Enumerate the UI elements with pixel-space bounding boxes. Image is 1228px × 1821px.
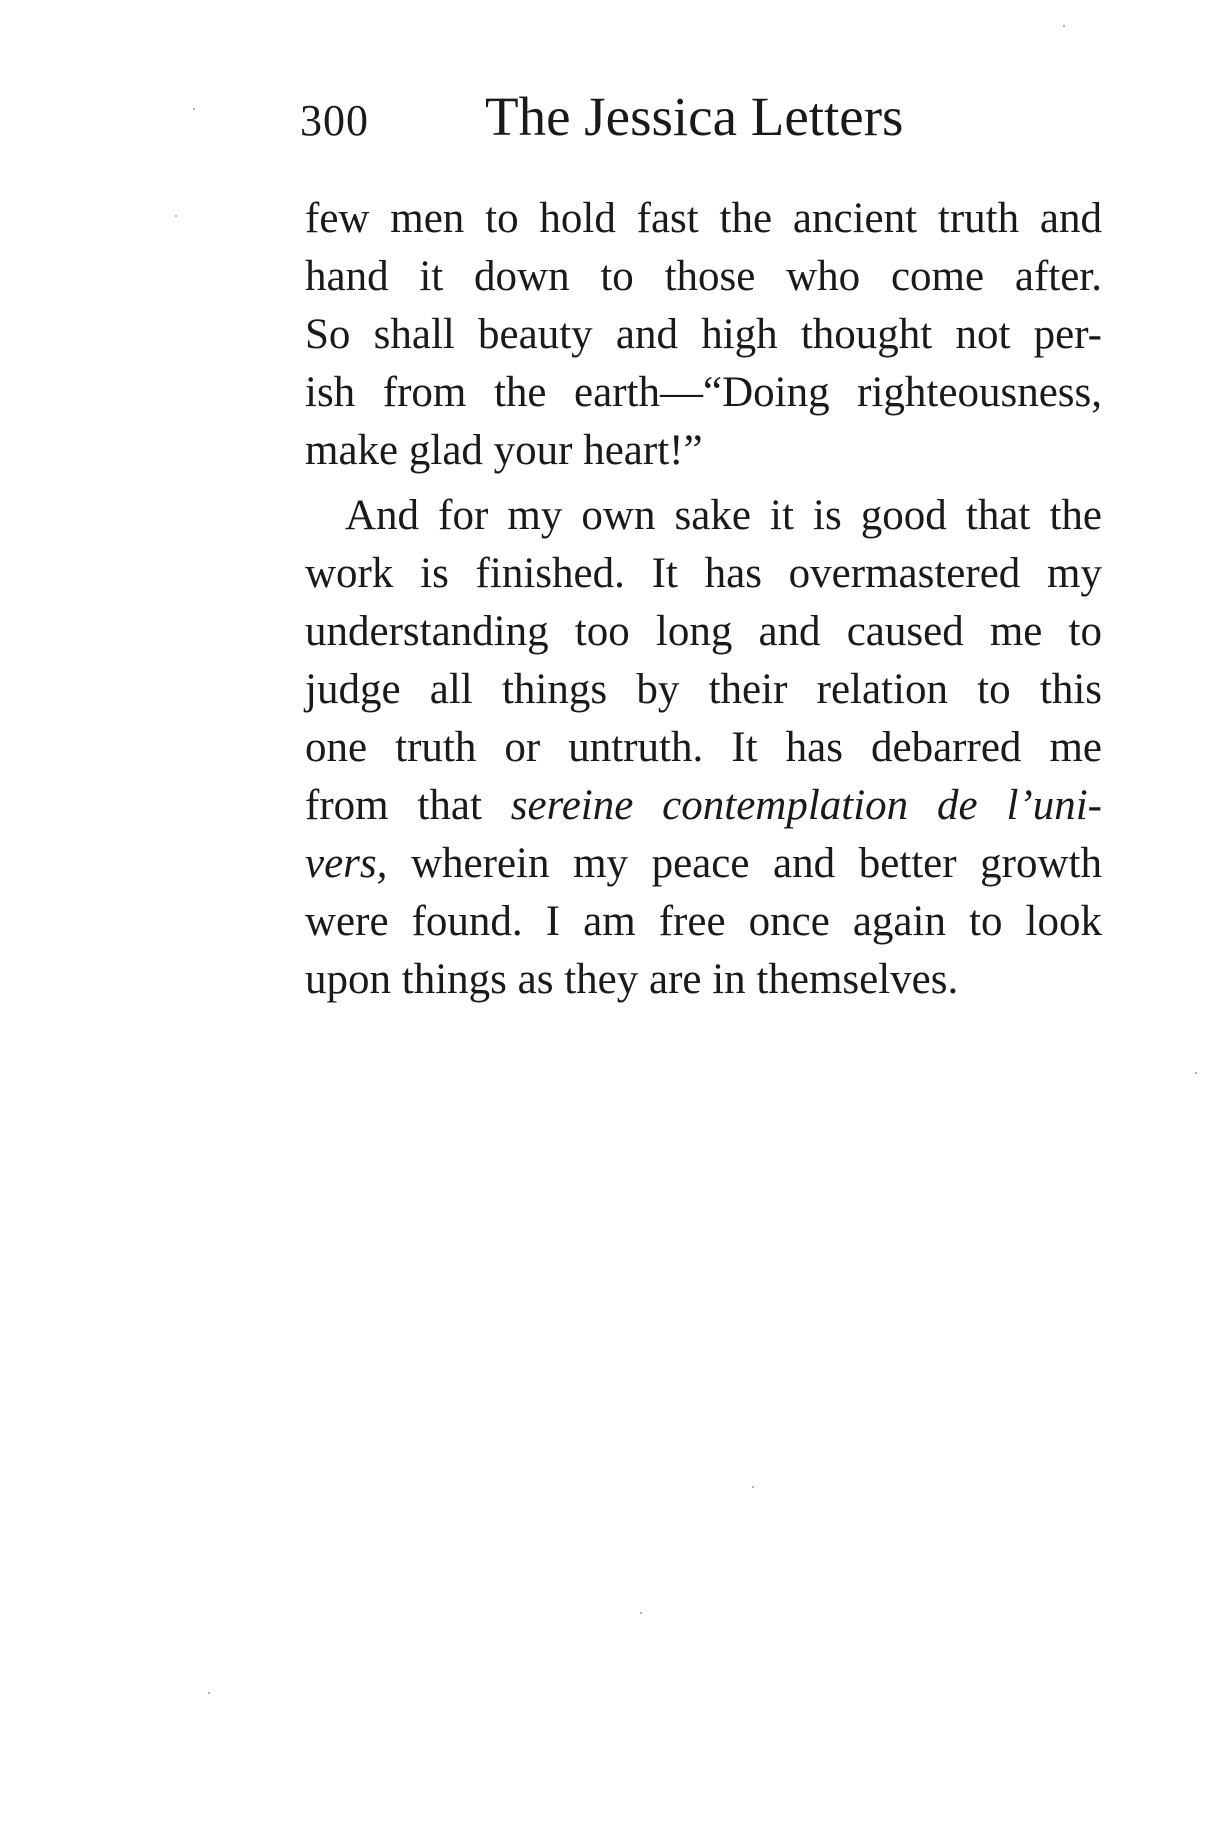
text-line: understanding too long and caused me to: [305, 608, 1102, 655]
text-line: [305, 835, 1102, 893]
page-header: [300, 85, 1120, 160]
text-line: [305, 777, 1102, 835]
scan-speck: [193, 108, 195, 110]
scan-speck: [175, 215, 177, 217]
text-line: one truth or untruth. It has debarred me: [305, 724, 1102, 771]
scan-speck: [640, 1612, 642, 1614]
italic-phrase: vers,: [305, 840, 388, 887]
scan-speck: [1063, 25, 1065, 27]
text-line: few men to hold fast the ancient truth and: [305, 195, 1102, 242]
scan-speck: [752, 1486, 754, 1488]
text-line: work is finished. It has overmastered my: [305, 550, 1102, 597]
text-line: hand it down to those who come after.: [305, 253, 1102, 300]
text-line: So shall beauty and high thought not per-: [305, 311, 1102, 358]
text-segment: wherein my peace and better growth: [410, 840, 1102, 887]
scan-speck: [208, 1692, 210, 1694]
text-line: make glad your heart!”: [305, 427, 703, 474]
text-line: upon things as they are in themselves.: [305, 956, 959, 1003]
scan-speck: [1195, 1072, 1197, 1074]
page-number: 300: [300, 96, 369, 145]
running-title: The Jessica Letters: [485, 86, 904, 147]
text-line: ish from the earth—“Doing righteousness,: [305, 369, 1102, 416]
italic-phrase: sereine contemplation de l’uni-: [510, 782, 1102, 829]
text-line: were found. I am free once again to look: [305, 898, 1102, 945]
text-segment: from that: [305, 782, 482, 829]
text-line: judge all things by their relation to this: [305, 666, 1102, 713]
text-line: And for my own sake it is good that the: [345, 492, 1102, 539]
